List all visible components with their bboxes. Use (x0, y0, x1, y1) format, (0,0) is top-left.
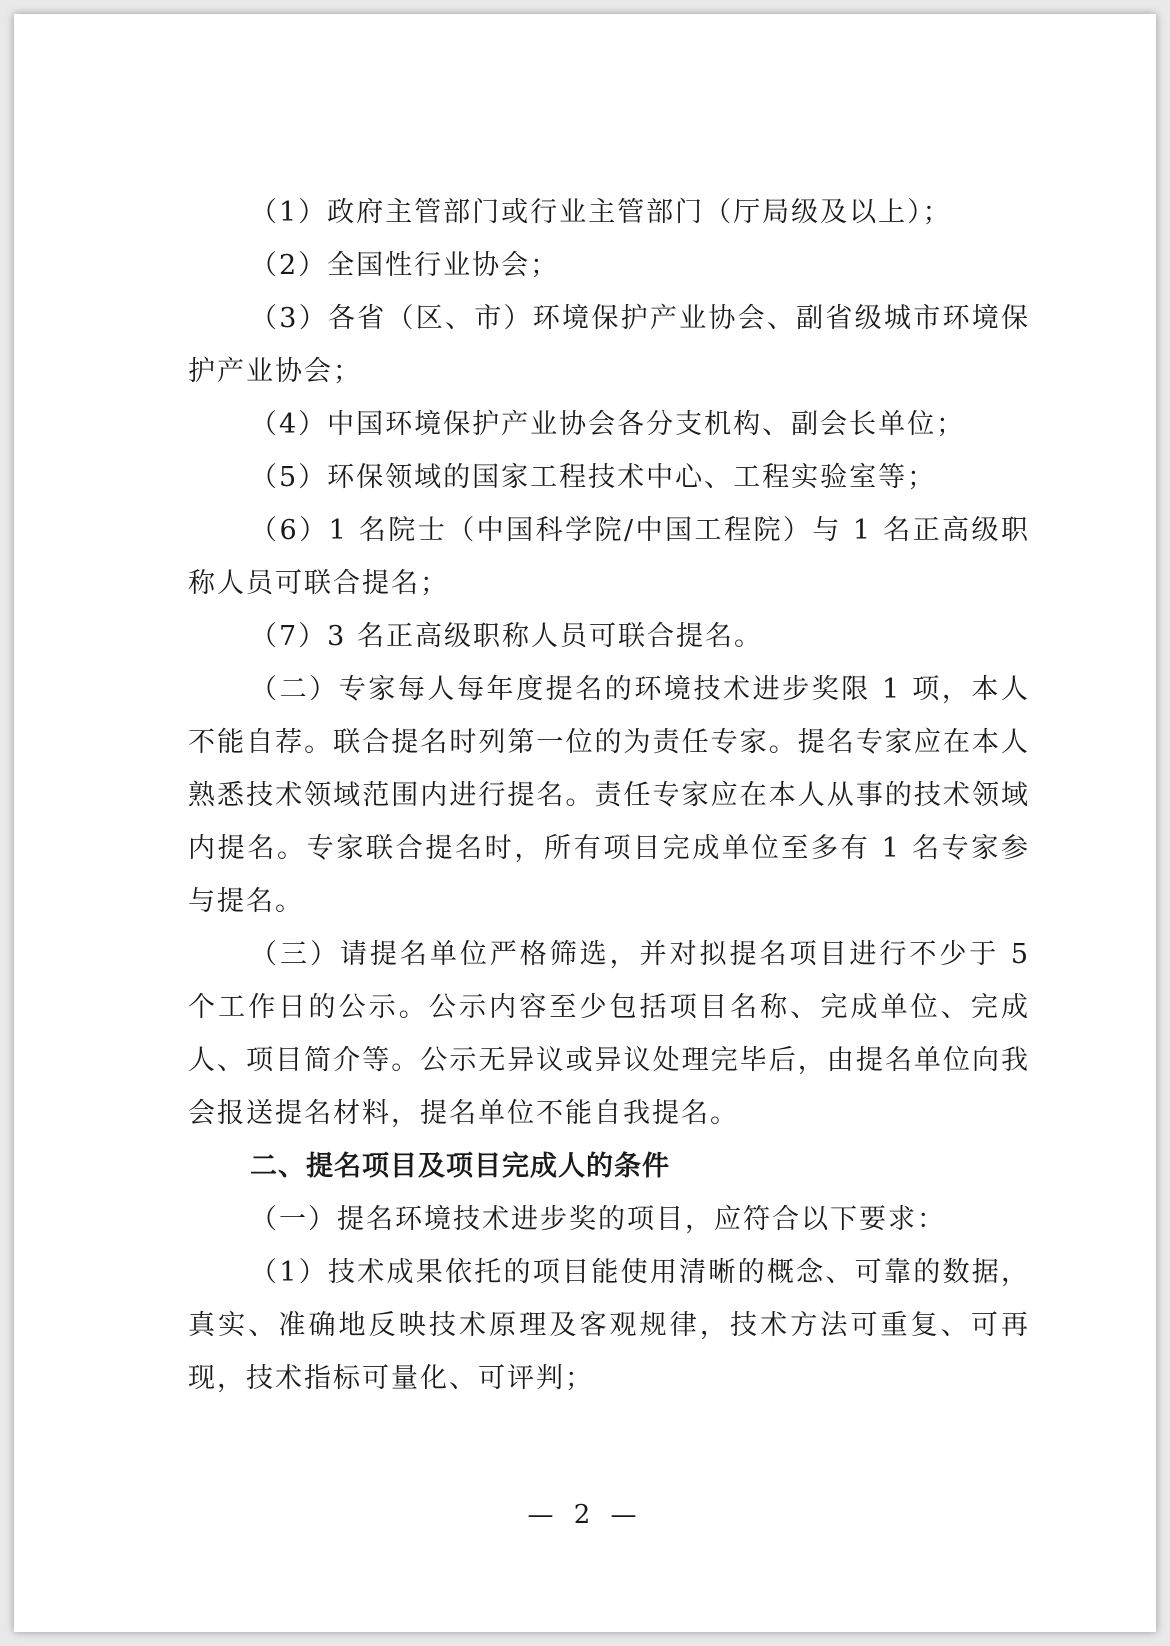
page-number: — 2 — (527, 1500, 643, 1530)
paragraph-expert-nomination: （二）专家每人每年度提名的环境技术进步奖限 1 项，本人不能自荐。联合提名时列第一位的为责任专家。提名专家应在本人熟悉技术领域范围内进行提名。责任专家应在本人从事的技术领域内提名。专家联合提名时，所有项目完成单位至多有 1 名专家参与提名。 (188, 674, 1030, 917)
paragraph-item-4: （4）中国环境保护产业协会各分支机构、副会长单位； (250, 409, 966, 440)
paragraph-item-1: （1）政府主管部门或行业主管部门（厅局级及以上）； (250, 197, 952, 228)
paragraph-requirement-1: （1）技术成果依托的项目能使用清晰的概念、可靠的数据，真实、准确地反映技术原理及客观规律，技术方法可重复、可再现，技术指标可量化、可评判； (188, 1257, 1030, 1394)
paragraph-item-6: （6）1 名院士（中国科学院/中国工程院）与 1 名正高级职称人员可联合提名； (188, 515, 1030, 599)
paragraph-item-3: （3）各省（区、市）环境保护产业协会、副省级城市环境保护产业协会； (188, 303, 1030, 387)
paragraph-requirements: （一）提名环境技术进步奖的项目，应符合以下要求： (250, 1204, 946, 1235)
paragraph-screening: （三）请提名单位严格筛选，并对拟提名项目进行不少于 5 个工作日的公示。公示内容至少包括项目名称、完成单位、完成人、项目简介等。公示无异议或异议处理完毕后，由提名单位向我会报送提名材料，提名单位不能自我提名。 (188, 939, 1030, 1129)
section-heading: 二、提名项目及项目完成人的条件 (250, 1151, 670, 1182)
paragraph-item-2: （2）全国性行业协会； (250, 250, 560, 281)
document-page (14, 14, 1156, 1632)
document-body (188, 186, 1030, 1405)
paragraph-item-5: （5）环保领域的国家工程技术中心、工程实验室等； (250, 462, 937, 493)
paragraph-item-7: （7）3 名正高级职称人员可联合提名。 (250, 621, 763, 652)
